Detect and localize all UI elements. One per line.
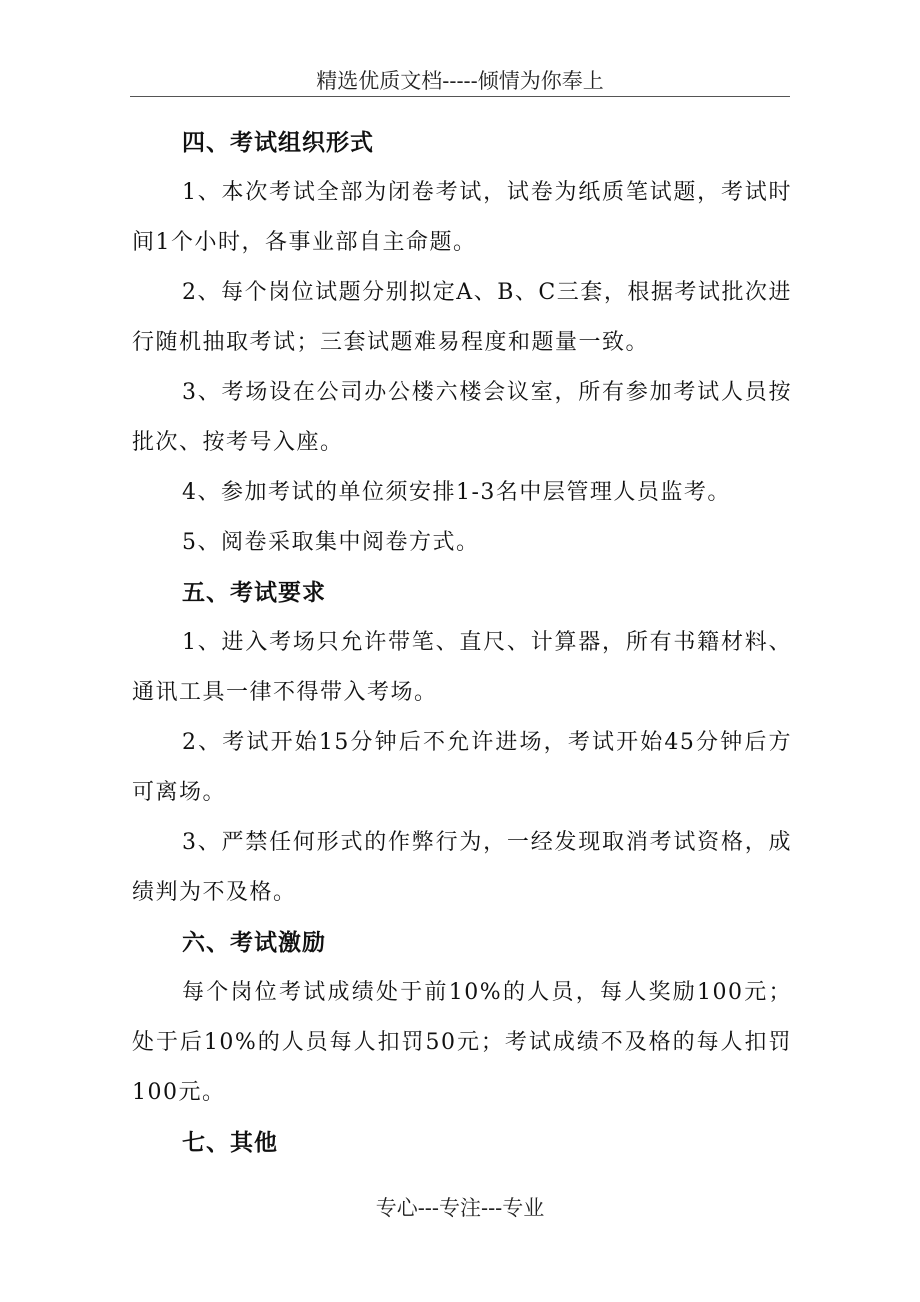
paragraph: 4、参加考试的单位须安排1-3名中层管理人员监考。: [182, 480, 731, 505]
paragraph: 每个岗位考试成绩处于前10%的人员，每人奖励100元；处于后10%的人员每人扣罚50元；考试成绩不及格的每人扣罚100元。: [132, 980, 792, 1105]
page-header: 精选优质文档-----倾情为你奉上: [316, 69, 604, 93]
paragraph: 1、本次考试全部为闭卷考试，试卷为纸质笔试题，考试时间1个小时，各事业部自主命题。: [132, 180, 792, 255]
section-heading-exam-organization: 四、考试组织形式: [182, 130, 374, 156]
paragraph: 1、进入考场只允许带笔、直尺、计算器，所有书籍材料、通讯工具一律不得带入考场。: [132, 630, 792, 705]
section-heading-exam-incentives: 六、考试激励: [182, 930, 326, 956]
section-heading-other: 七、其他: [182, 1130, 278, 1156]
paragraph: 3、严禁任何形式的作弊行为，一经发现取消考试资格，成绩判为不及格。: [132, 830, 792, 905]
paragraph: 3、考场设在公司办公楼六楼会议室，所有参加考试人员按批次、按考号入座。: [132, 380, 792, 455]
section-heading-exam-requirements: 五、考试要求: [182, 580, 326, 606]
document-body: [132, 118, 792, 1168]
page-footer: 专心---专注---专业: [375, 1196, 545, 1220]
paragraph: 2、每个岗位试题分别拟定A、B、C三套，根据考试批次进行随机抽取考试；三套试题难易程度和题量一致。: [132, 280, 792, 355]
paragraph: 2、考试开始15分钟后不允许进场，考试开始45分钟后方可离场。: [132, 730, 792, 805]
paragraph: 5、阅卷采取集中阅卷方式。: [182, 530, 480, 555]
header-divider: [130, 96, 790, 97]
